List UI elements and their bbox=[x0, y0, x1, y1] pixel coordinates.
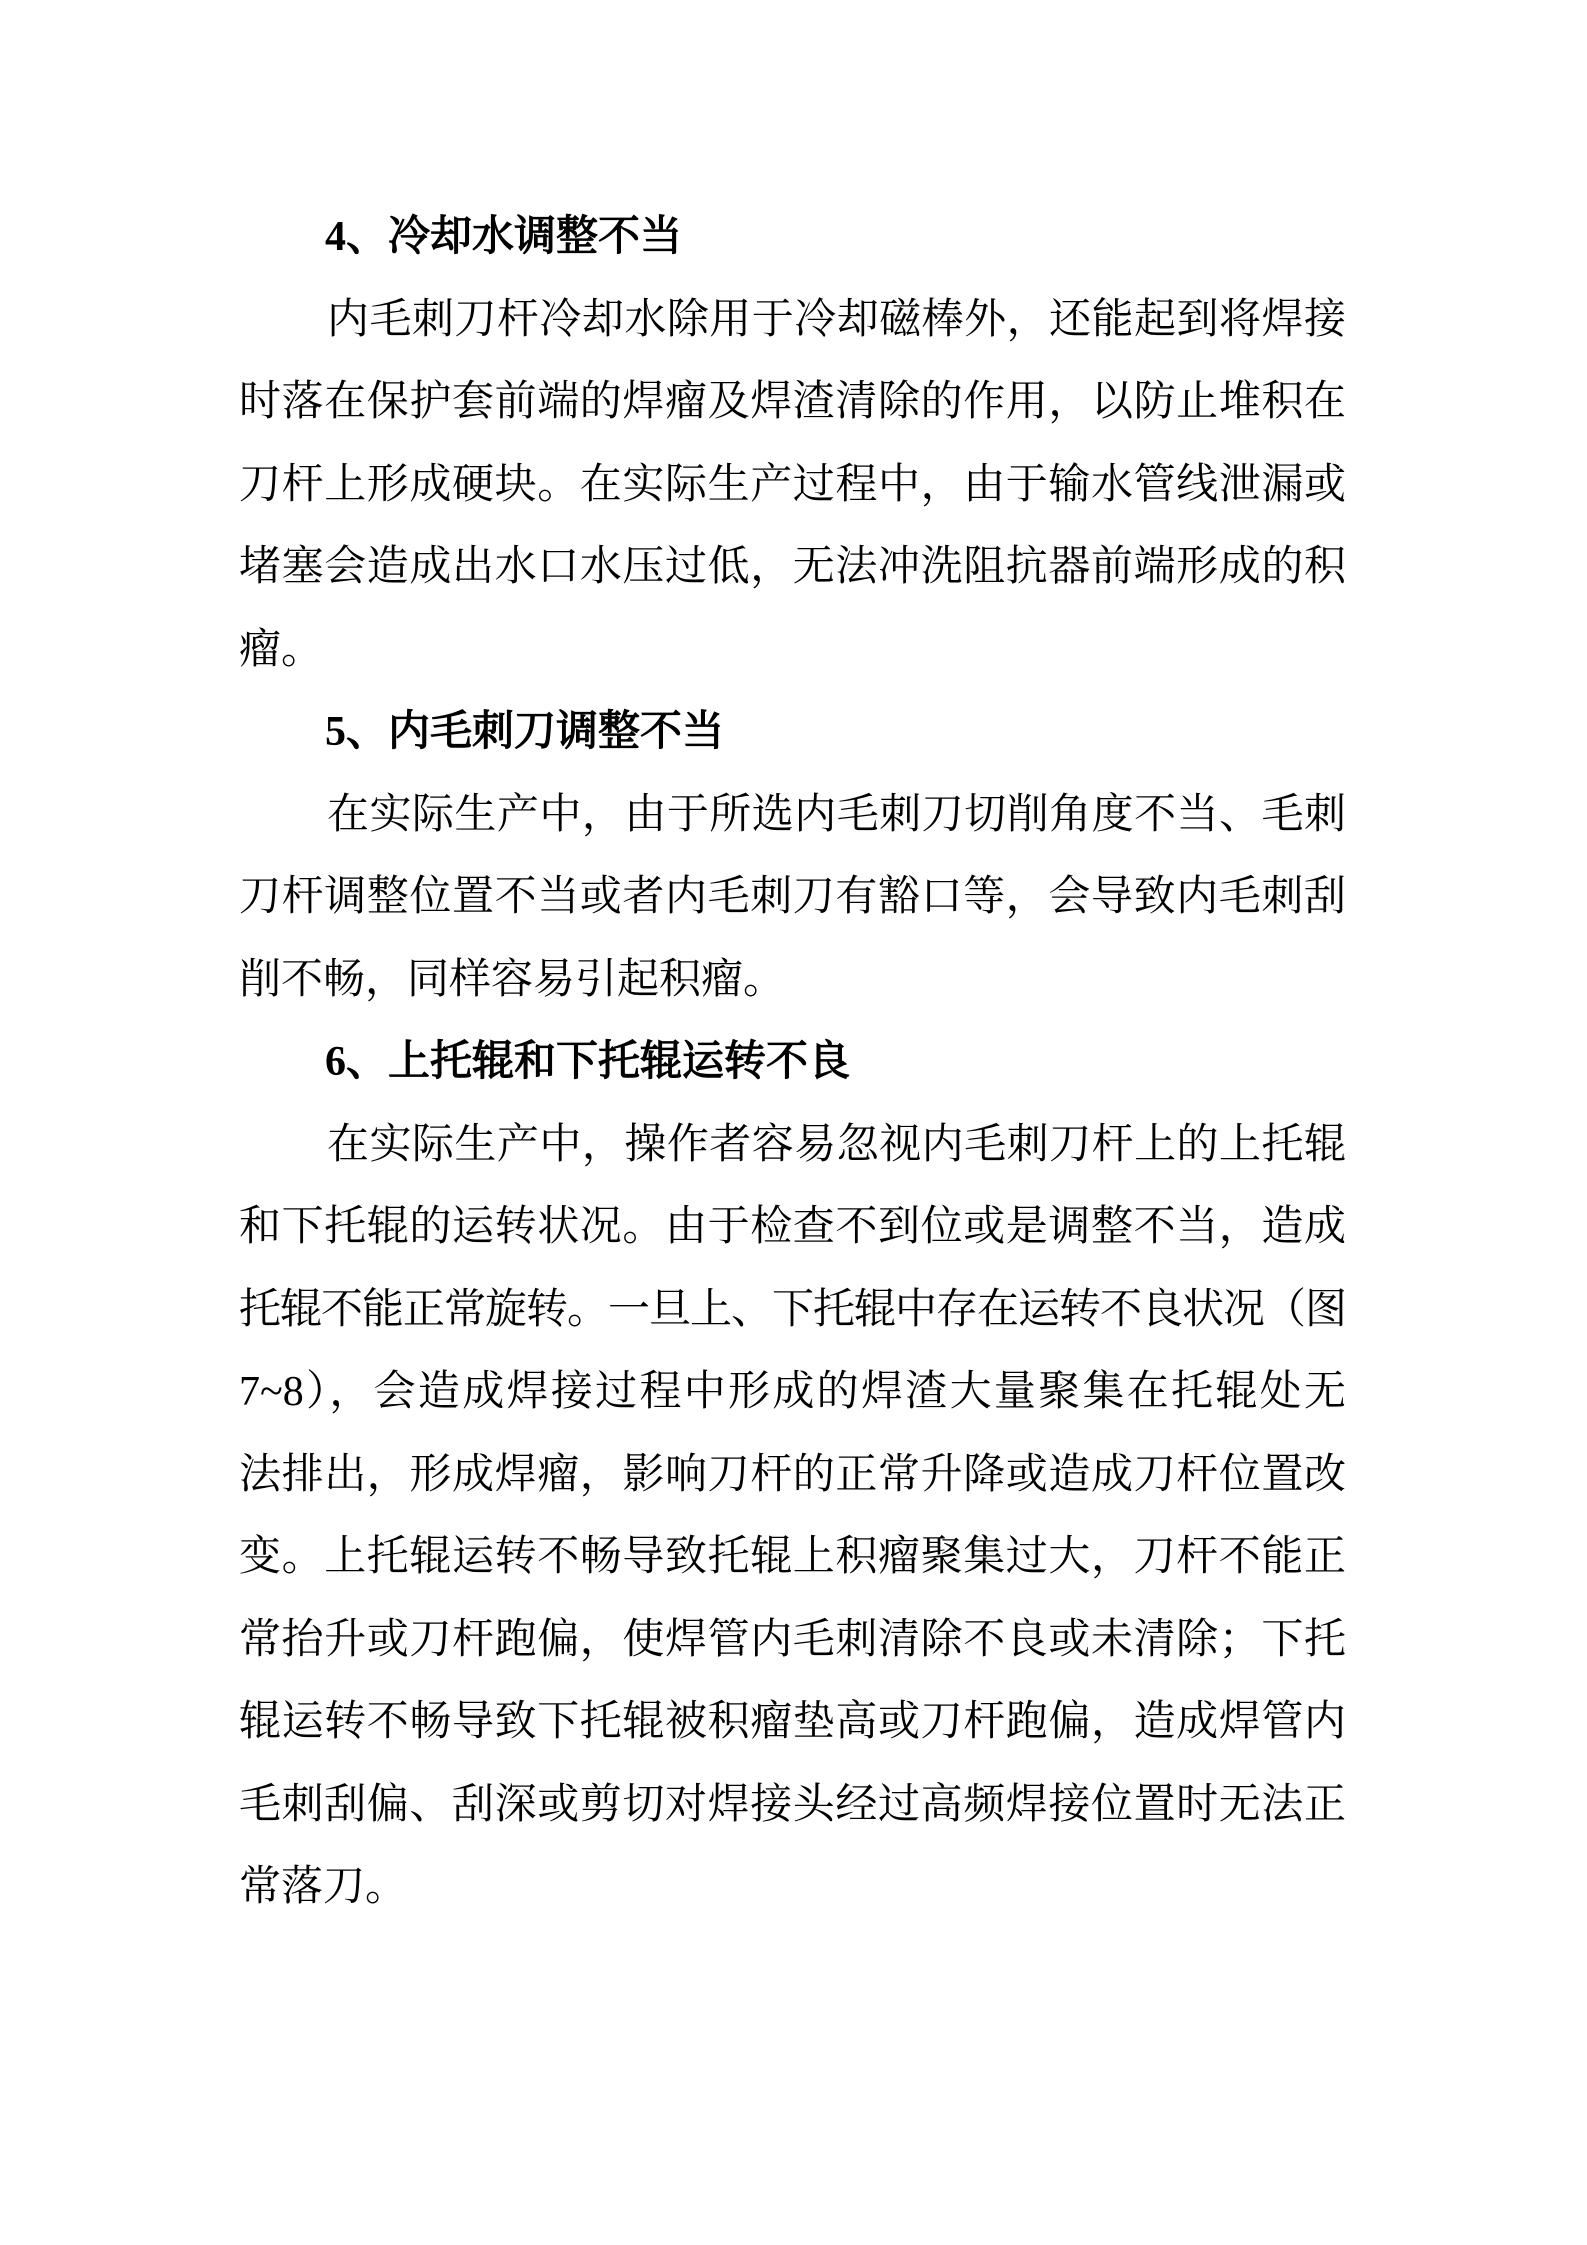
text-line: 托辊不能正常旋转。一旦上、下托辊中存在运转不良状况（图 bbox=[239, 1286, 1346, 1333]
text-line: 在实际生产中，由于所选内毛刺刀切削角度不当、毛刺 bbox=[327, 791, 1346, 838]
text-line: 毛刺刮偏、刮深或剪切对焊接头经过高频焊接位置时无法正 bbox=[239, 1781, 1346, 1828]
text-line: 内毛刺刀杆冷却水除用于冷却磁棒外，还能起到将焊接 bbox=[327, 296, 1346, 343]
document-text-block bbox=[239, 196, 1346, 1929]
text-line: 削不畅，同样容易引起积瘤。 bbox=[239, 956, 786, 1003]
text-line: 7~8），会造成焊接过程中形成的焊渣大量聚集在托辊处无 bbox=[239, 1369, 1346, 1415]
text-line: 瘤。 bbox=[239, 626, 324, 673]
text-line: 常落刀。 bbox=[239, 1864, 408, 1910]
section-heading-5: 5、内毛刺刀调整不当 bbox=[325, 709, 725, 755]
text-line: 刀杆上形成硬块。在实际生产过程中，由于输水管线泄漏或 bbox=[239, 461, 1346, 508]
text-line: 常抬升或刀杆跑偏，使焊管内毛刺清除不良或未清除；下托 bbox=[239, 1616, 1346, 1663]
text-line: 法排出，形成焊瘤，影响刀杆的正常升降或造成刀杆位置改 bbox=[239, 1451, 1346, 1498]
text-line: 刀杆调整位置不当或者内毛刺刀有豁口等，会导致内毛刺刮 bbox=[239, 874, 1346, 920]
text-line: 堵塞会造成出水口水压过低，无法冲洗阻抗器前端形成的积 bbox=[239, 544, 1346, 590]
text-line: 在实际生产中，操作者容易忽视内毛刺刀杆上的上托辊 bbox=[327, 1121, 1346, 1168]
text-line: 变。上托辊运转不畅导致托辊上积瘤聚集过大，刀杆不能正 bbox=[239, 1534, 1346, 1580]
section-heading-6: 6、上托辊和下托辊运转不良 bbox=[325, 1039, 851, 1085]
section-heading-4: 4、冷却水调整不当 bbox=[325, 214, 683, 260]
text-line: 时落在保护套前端的焊瘤及焊渣清除的作用，以防止堆积在 bbox=[239, 379, 1346, 425]
text-line: 和下托辊的运转状况。由于检查不到位或是调整不当，造成 bbox=[239, 1204, 1346, 1250]
text-line: 辊运转不畅导致下托辊被积瘤垫高或刀杆跑偏，造成焊管内 bbox=[239, 1699, 1346, 1745]
